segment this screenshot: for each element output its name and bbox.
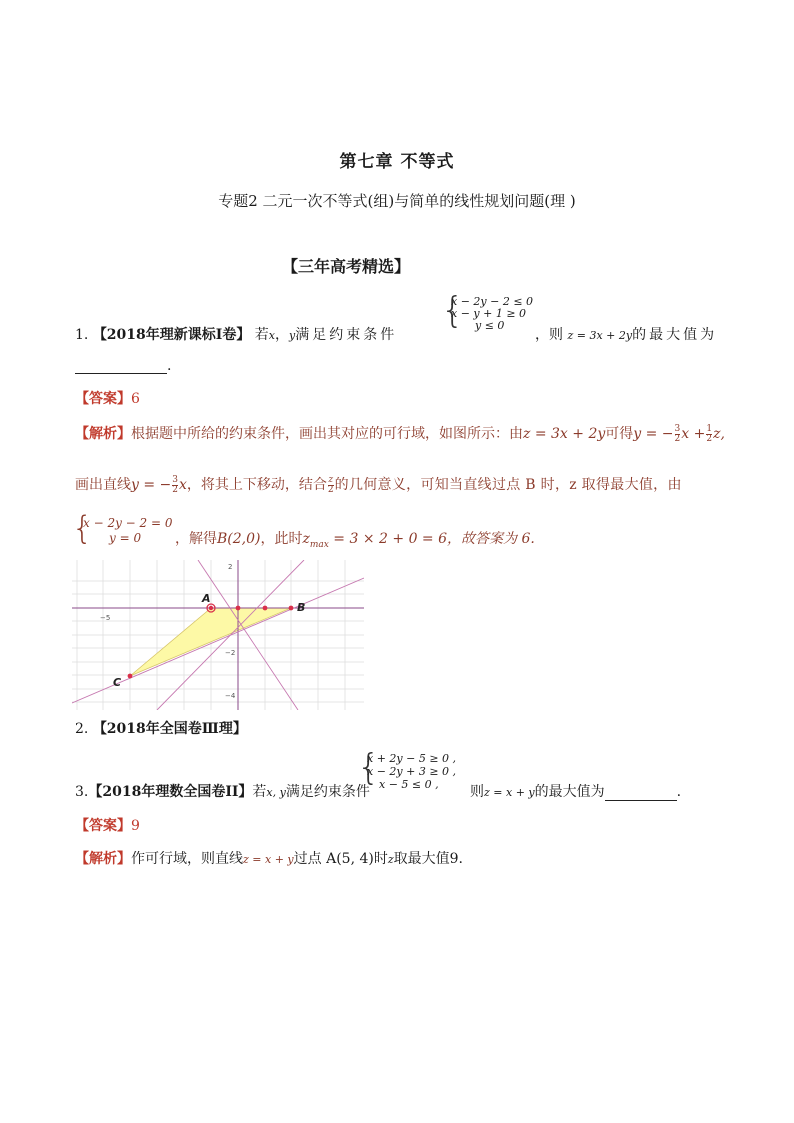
var-y: y [289, 329, 296, 342]
analysis-text: 的几何意义，可知当直线过点 B 时，z 取得最大值，由 [334, 477, 682, 493]
fraction: $\frac{3}{2}$ [674, 423, 681, 444]
equation: = 3 × 2 + 0 = 6，故答案为 6. [328, 531, 535, 547]
fraction: $\frac{z}{2}$ [327, 474, 334, 495]
point-b [289, 606, 294, 611]
point-b: B(2,0) [217, 531, 261, 547]
question-text: 若 [252, 784, 267, 800]
point-mid [263, 606, 268, 611]
system-line: x − 2y − 2 = 0 [83, 516, 173, 530]
answer-blank-line [75, 358, 171, 374]
equation: x + [681, 426, 706, 442]
analysis-text: ，将其上下移动，结合 [186, 477, 327, 493]
equation: x [179, 477, 187, 493]
question-number: 1. [75, 327, 89, 343]
point-origin [236, 606, 241, 611]
var-x: x [268, 329, 275, 342]
objective-function: z = x + y [484, 786, 535, 799]
point-c [128, 674, 133, 679]
answer-blank [75, 359, 167, 374]
analysis-tag: 【解析】 [75, 851, 131, 867]
system-line: y = 0 [109, 531, 142, 545]
section-title: 【三年高考精选】 [282, 257, 411, 276]
analysis-text: ，解得 [175, 531, 217, 547]
question-text: 则 [470, 784, 484, 800]
question-1 [75, 324, 397, 344]
constraint-system [451, 296, 533, 332]
analysis-text: 根据题中所给的约束条件，画出其对应的可行域，如图所示：由 [131, 426, 523, 442]
question-number: 3. [75, 784, 89, 800]
constraint-line: x + 2y − 5 ≥ 0 , [367, 752, 457, 765]
period: . [167, 358, 172, 374]
constraint-line: x − y + 1 ≥ 0 [451, 307, 527, 320]
system-brace: { [72, 509, 93, 547]
constraint-brace: { [441, 290, 464, 331]
point-a [209, 606, 213, 610]
variables: x, y [266, 786, 286, 799]
question-source: 【2018年理数全国卷II】 [88, 784, 253, 800]
question-text: 满足约束条件 [285, 784, 370, 800]
separator: ， [275, 327, 289, 343]
question-text: 的最大值为 [632, 327, 718, 343]
question-1-tail [535, 324, 717, 344]
equation-system [83, 516, 173, 546]
constraint-brace: { [357, 747, 380, 788]
equation: y = − [633, 426, 674, 442]
constraint-line: x − 5 ≤ 0 , [379, 778, 439, 791]
label-b: B [297, 601, 306, 614]
tick-label: 2 [228, 563, 233, 571]
analysis-text: ，此时 [260, 531, 303, 547]
z-var: z [302, 531, 310, 547]
question-number: 2. [75, 721, 89, 737]
topic-subtitle: 专题2 二元一次不等式(组)与简单的线性规划问题(理 ) [218, 192, 576, 210]
fraction: $\frac{3}{2}$ [172, 474, 179, 495]
analysis-text: 可得 [605, 426, 634, 442]
fraction: $\frac{1}{2}$ [706, 423, 713, 444]
objective-function: z = 3x + 2y [567, 329, 633, 342]
constraint-line: x − 2y + 3 ≥ 0 , [367, 765, 457, 778]
constraint-line: x − 2y − 2 ≤ 0 [451, 295, 534, 308]
feasible-region [130, 608, 291, 676]
analysis-text: 取最大值9. [393, 851, 463, 867]
tick-label: −5 [100, 614, 111, 622]
analysis-text: 作可行域，则直线 [131, 851, 243, 867]
question-text: 的最大值为 [534, 784, 605, 800]
label-c: C [113, 676, 122, 689]
feasible-region-figure [72, 560, 364, 710]
answer-1 [75, 388, 140, 408]
analysis-3 [75, 848, 463, 868]
tick-label: −2 [225, 649, 236, 657]
equation: z = 3x + 2y [523, 426, 606, 442]
question-text: 满足约束条件 [295, 327, 398, 343]
answer-value: 6 [131, 391, 140, 407]
analysis-tag: 【解析】 [75, 426, 131, 442]
analysis-text: 画出直线 [75, 477, 131, 493]
analysis-line-1 [75, 423, 725, 444]
answer-3 [75, 815, 140, 835]
question-3-tail [470, 781, 681, 801]
label-a: A [202, 592, 211, 605]
answer-tag: 【答案】 [75, 818, 131, 834]
equation: z = x + y [243, 853, 294, 866]
question-source: 【2018年理新课标I卷】 [92, 327, 251, 343]
analysis-text: 过点 A(5, 4)时 [293, 851, 388, 867]
analysis-line-2 [75, 474, 682, 495]
subscript: max [309, 539, 329, 550]
question-text: 若 [254, 327, 269, 343]
period: . [676, 784, 682, 800]
constraint-system [367, 752, 456, 791]
question-3 [75, 781, 370, 801]
equation: z, [713, 426, 725, 442]
z-var: z [387, 853, 394, 866]
answer-tag: 【答案】 [75, 391, 131, 407]
tick-label: −4 [225, 692, 236, 700]
question-source: 【2018年全国卷Ⅲ理】 [92, 721, 247, 737]
chapter-title: 第七章 不等式 [339, 152, 455, 172]
constraint-line: y ≤ 0 [475, 319, 505, 332]
question-text: ，则 [535, 327, 563, 343]
equation: y = − [131, 477, 172, 493]
analysis-line-3 [175, 528, 535, 550]
answer-value: 9 [131, 818, 140, 834]
question-2 [75, 718, 247, 738]
answer-blank [605, 786, 677, 801]
